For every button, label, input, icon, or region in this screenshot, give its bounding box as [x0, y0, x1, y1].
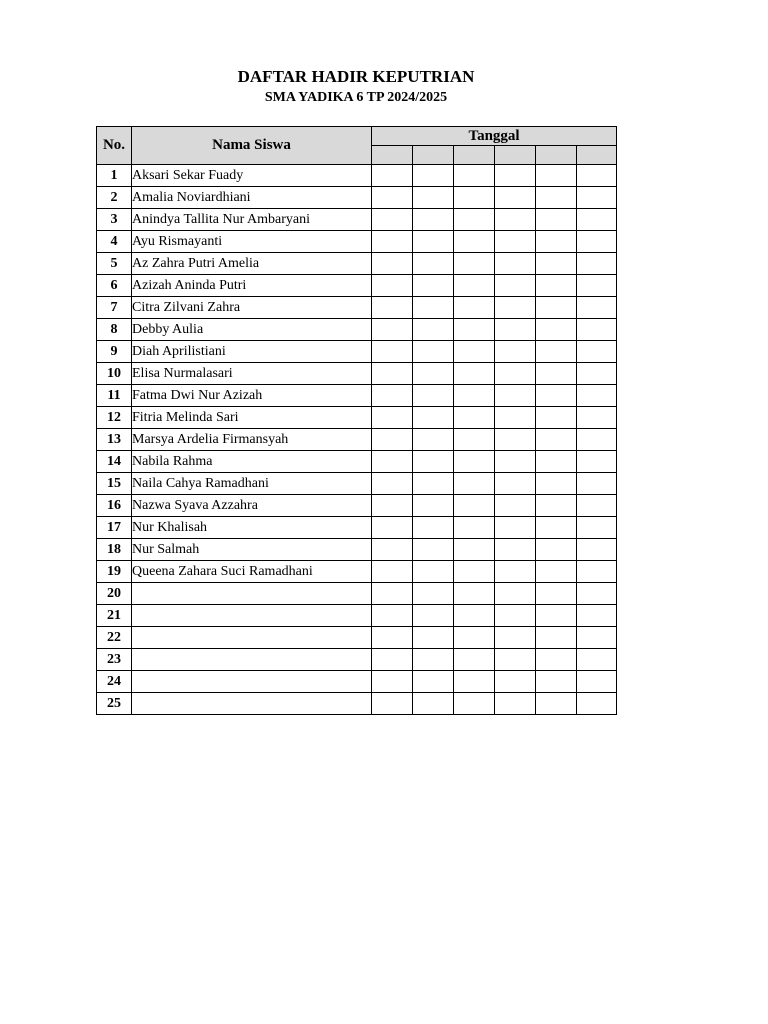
attendance-cell	[495, 605, 536, 627]
attendance-cell	[413, 649, 454, 671]
attendance-cell	[536, 671, 577, 693]
row-number: 3	[97, 209, 132, 231]
table-row	[97, 385, 617, 407]
student-name: Amalia Noviardhiani	[132, 187, 372, 209]
attendance-cell	[372, 627, 413, 649]
row-number: 16	[97, 495, 132, 517]
table-row	[97, 429, 617, 451]
row-number: 17	[97, 517, 132, 539]
attendance-cell	[536, 561, 577, 583]
attendance-cell	[413, 341, 454, 363]
attendance-cell	[536, 649, 577, 671]
row-number: 13	[97, 429, 132, 451]
attendance-cell	[536, 363, 577, 385]
attendance-cell	[372, 671, 413, 693]
attendance-cell	[413, 671, 454, 693]
row-number: 15	[97, 473, 132, 495]
student-name: Az Zahra Putri Amelia	[132, 253, 372, 275]
attendance-cell	[536, 517, 577, 539]
row-number: 19	[97, 561, 132, 583]
attendance-cell	[577, 671, 617, 693]
attendance-cell	[372, 341, 413, 363]
attendance-cell	[495, 319, 536, 341]
attendance-cell	[372, 253, 413, 275]
attendance-cell	[454, 495, 495, 517]
table-row	[97, 451, 617, 473]
table-row	[97, 165, 617, 187]
attendance-cell	[413, 495, 454, 517]
table-header	[97, 127, 617, 165]
attendance-cell	[454, 517, 495, 539]
attendance-cell	[495, 451, 536, 473]
attendance-cell	[577, 517, 617, 539]
table-row	[97, 363, 617, 385]
attendance-cell	[577, 319, 617, 341]
attendance-cell	[454, 407, 495, 429]
attendance-cell	[413, 187, 454, 209]
header-no: No.	[97, 127, 132, 165]
attendance-cell	[577, 693, 617, 715]
attendance-cell	[536, 583, 577, 605]
attendance-cell	[536, 605, 577, 627]
document-subtitle: SMA YADIKA 6 TP 2024/2025	[264, 90, 448, 105]
date-column-header	[577, 146, 617, 165]
row-number: 23	[97, 649, 132, 671]
row-number: 11	[97, 385, 132, 407]
attendance-cell	[454, 385, 495, 407]
attendance-cell	[413, 231, 454, 253]
attendance-cell	[495, 583, 536, 605]
student-name	[132, 671, 372, 693]
attendance-cell	[577, 165, 617, 187]
attendance-cell	[413, 517, 454, 539]
attendance-cell	[372, 495, 413, 517]
table-row	[97, 649, 617, 671]
document-title: DAFTAR HADIR KEPUTRIAN	[237, 67, 475, 86]
attendance-cell	[536, 341, 577, 363]
attendance-cell	[577, 187, 617, 209]
attendance-table	[96, 126, 617, 715]
row-number: 25	[97, 693, 132, 715]
attendance-cell	[577, 253, 617, 275]
attendance-cell	[495, 539, 536, 561]
attendance-cell	[577, 649, 617, 671]
student-name: Elisa Nurmalasari	[132, 363, 372, 385]
row-number: 21	[97, 605, 132, 627]
attendance-cell	[495, 495, 536, 517]
student-name: Naila Cahya Ramadhani	[132, 473, 372, 495]
date-column-header	[495, 146, 536, 165]
attendance-cell	[413, 605, 454, 627]
table-row	[97, 187, 617, 209]
attendance-cell	[372, 385, 413, 407]
attendance-cell	[495, 671, 536, 693]
student-name: Nazwa Syava Azzahra	[132, 495, 372, 517]
header-tanggal: Tanggal	[372, 127, 617, 146]
attendance-cell	[372, 187, 413, 209]
row-number: 14	[97, 451, 132, 473]
attendance-cell	[372, 363, 413, 385]
attendance-cell	[577, 231, 617, 253]
attendance-cell	[413, 253, 454, 275]
attendance-cell	[536, 253, 577, 275]
attendance-cell	[372, 693, 413, 715]
student-name: Queena Zahara Suci Ramadhani	[132, 561, 372, 583]
row-number: 22	[97, 627, 132, 649]
attendance-cell	[413, 209, 454, 231]
header-nama-siswa: Nama Siswa	[132, 127, 372, 165]
attendance-cell	[454, 451, 495, 473]
attendance-cell	[372, 451, 413, 473]
attendance-cell	[413, 451, 454, 473]
student-name: Marsya Ardelia Firmansyah	[132, 429, 372, 451]
attendance-cell	[577, 473, 617, 495]
attendance-cell	[495, 209, 536, 231]
attendance-cell	[577, 341, 617, 363]
row-number: 1	[97, 165, 132, 187]
date-column-header	[536, 146, 577, 165]
attendance-cell	[413, 561, 454, 583]
table-row	[97, 627, 617, 649]
student-name: Diah Aprilistiani	[132, 341, 372, 363]
table-row	[97, 605, 617, 627]
row-number: 8	[97, 319, 132, 341]
date-column-header	[454, 146, 495, 165]
attendance-cell	[372, 605, 413, 627]
attendance-cell	[372, 297, 413, 319]
attendance-cell	[454, 583, 495, 605]
row-number: 2	[97, 187, 132, 209]
attendance-cell	[454, 693, 495, 715]
attendance-cell	[372, 165, 413, 187]
row-number: 5	[97, 253, 132, 275]
attendance-cell	[495, 385, 536, 407]
attendance-cell	[495, 275, 536, 297]
attendance-cell	[495, 561, 536, 583]
row-number: 20	[97, 583, 132, 605]
table-row	[97, 495, 617, 517]
attendance-cell	[577, 583, 617, 605]
student-name	[132, 627, 372, 649]
attendance-cell	[454, 627, 495, 649]
student-name: Fitria Melinda Sari	[132, 407, 372, 429]
attendance-cell	[454, 649, 495, 671]
attendance-cell	[372, 231, 413, 253]
attendance-cell	[454, 319, 495, 341]
student-name: Anindya Tallita Nur Ambaryani	[132, 209, 372, 231]
attendance-cell	[454, 363, 495, 385]
attendance-cell	[372, 517, 413, 539]
attendance-cell	[495, 517, 536, 539]
attendance-cell	[536, 297, 577, 319]
student-name	[132, 583, 372, 605]
attendance-cell	[413, 583, 454, 605]
attendance-cell	[495, 473, 536, 495]
student-name: Citra Zilvani Zahra	[132, 297, 372, 319]
attendance-cell	[495, 649, 536, 671]
attendance-cell	[495, 165, 536, 187]
attendance-cell	[413, 165, 454, 187]
table-row	[97, 341, 617, 363]
attendance-cell	[536, 627, 577, 649]
row-number: 12	[97, 407, 132, 429]
student-name: Aksari Sekar Fuady	[132, 165, 372, 187]
table-row	[97, 517, 617, 539]
attendance-cell	[577, 363, 617, 385]
attendance-cell	[413, 539, 454, 561]
attendance-cell	[495, 187, 536, 209]
date-column-header	[372, 146, 413, 165]
attendance-cell	[577, 429, 617, 451]
attendance-cell	[454, 341, 495, 363]
attendance-cell	[577, 451, 617, 473]
attendance-cell	[577, 385, 617, 407]
table-row	[97, 319, 617, 341]
table-row	[97, 407, 617, 429]
row-number: 7	[97, 297, 132, 319]
attendance-cell	[577, 627, 617, 649]
attendance-cell	[536, 319, 577, 341]
student-name: Nabila Rahma	[132, 451, 372, 473]
attendance-cell	[536, 539, 577, 561]
attendance-cell	[495, 341, 536, 363]
attendance-cell	[536, 451, 577, 473]
attendance-cell	[454, 429, 495, 451]
attendance-cell	[495, 429, 536, 451]
row-number: 10	[97, 363, 132, 385]
attendance-cell	[372, 649, 413, 671]
attendance-cell	[454, 253, 495, 275]
table-row	[97, 473, 617, 495]
attendance-cell	[536, 385, 577, 407]
table-row	[97, 297, 617, 319]
attendance-cell	[454, 561, 495, 583]
attendance-cell	[372, 561, 413, 583]
attendance-cell	[413, 693, 454, 715]
attendance-cell	[495, 363, 536, 385]
attendance-cell	[454, 539, 495, 561]
attendance-cell	[536, 429, 577, 451]
student-name: Debby Aulia	[132, 319, 372, 341]
student-name	[132, 649, 372, 671]
attendance-cell	[454, 671, 495, 693]
table-row	[97, 583, 617, 605]
table-row	[97, 539, 617, 561]
student-name: Fatma Dwi Nur Azizah	[132, 385, 372, 407]
attendance-cell	[536, 407, 577, 429]
attendance-cell	[577, 605, 617, 627]
attendance-cell	[536, 473, 577, 495]
attendance-cell	[577, 407, 617, 429]
attendance-cell	[536, 209, 577, 231]
table-row	[97, 231, 617, 253]
attendance-cell	[454, 275, 495, 297]
table-row	[97, 253, 617, 275]
attendance-cell	[413, 275, 454, 297]
row-number: 18	[97, 539, 132, 561]
attendance-cell	[495, 253, 536, 275]
attendance-cell	[372, 319, 413, 341]
attendance-cell	[495, 693, 536, 715]
attendance-cell	[372, 429, 413, 451]
table-row	[97, 693, 617, 715]
student-name	[132, 693, 372, 715]
attendance-cell	[577, 209, 617, 231]
table-row	[97, 561, 617, 583]
attendance-cell	[413, 297, 454, 319]
attendance-cell	[413, 363, 454, 385]
attendance-cell	[372, 407, 413, 429]
attendance-cell	[536, 495, 577, 517]
attendance-cell	[495, 627, 536, 649]
attendance-cell	[536, 187, 577, 209]
attendance-cell	[454, 187, 495, 209]
row-number: 4	[97, 231, 132, 253]
attendance-cell	[577, 561, 617, 583]
student-name	[132, 605, 372, 627]
attendance-cell	[536, 275, 577, 297]
student-name: Nur Khalisah	[132, 517, 372, 539]
attendance-cell	[495, 407, 536, 429]
attendance-cell	[372, 209, 413, 231]
attendance-cell	[413, 473, 454, 495]
student-name: Azizah Aninda Putri	[132, 275, 372, 297]
attendance-cell	[372, 539, 413, 561]
attendance-cell	[495, 297, 536, 319]
attendance-cell	[536, 693, 577, 715]
attendance-cell	[495, 231, 536, 253]
row-number: 6	[97, 275, 132, 297]
table-body	[97, 165, 617, 715]
attendance-cell	[413, 429, 454, 451]
attendance-cell	[577, 495, 617, 517]
attendance-cell	[413, 627, 454, 649]
attendance-cell	[454, 473, 495, 495]
attendance-cell	[454, 231, 495, 253]
attendance-cell	[454, 165, 495, 187]
table-row	[97, 209, 617, 231]
attendance-cell	[372, 583, 413, 605]
date-column-header	[413, 146, 454, 165]
row-number: 9	[97, 341, 132, 363]
attendance-cell	[372, 275, 413, 297]
attendance-cell	[577, 297, 617, 319]
attendance-cell	[372, 473, 413, 495]
table-row	[97, 275, 617, 297]
attendance-cell	[454, 209, 495, 231]
student-name: Nur Salmah	[132, 539, 372, 561]
attendance-cell	[577, 539, 617, 561]
student-name: Ayu Rismayanti	[132, 231, 372, 253]
attendance-cell	[413, 385, 454, 407]
attendance-cell	[413, 319, 454, 341]
attendance-cell	[454, 605, 495, 627]
attendance-cell	[536, 165, 577, 187]
attendance-cell	[413, 407, 454, 429]
row-number: 24	[97, 671, 132, 693]
attendance-cell	[577, 275, 617, 297]
attendance-cell	[536, 231, 577, 253]
attendance-cell	[454, 297, 495, 319]
table-row	[97, 671, 617, 693]
